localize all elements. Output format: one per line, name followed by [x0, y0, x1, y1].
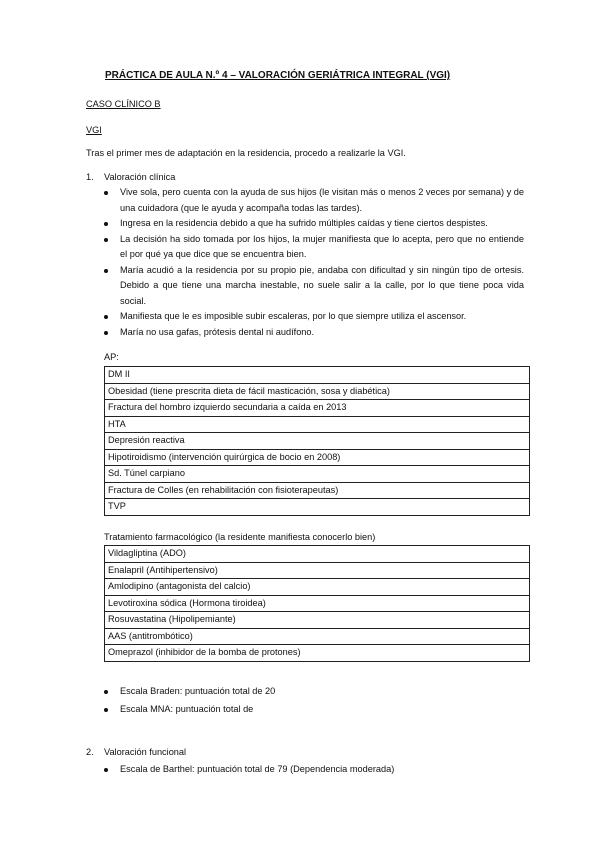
clinical-bullets — [104, 185, 524, 340]
ap-table — [104, 366, 530, 516]
table-cell: Sd. Túnel carpiano — [105, 466, 530, 483]
document-title: PRÁCTICA DE AULA N.º 4 – VALORACIÓN GERIÁTRICA INTEGRAL (VGI) — [105, 70, 451, 81]
table-cell: Rosuvastatina (Hipolipemiante) — [105, 612, 530, 629]
table-row — [105, 367, 530, 384]
list-item: Escala de Barthel: puntuación total de 79 (Dependencia moderada) — [104, 762, 524, 778]
section-1-number: 1. — [86, 172, 94, 182]
intro-paragraph: Tras el primer mes de adaptación en la residencia, procedo a realizarle la VGI. — [86, 148, 406, 158]
bullet-icon — [104, 690, 108, 694]
case-title: CASO CLÍNICO B — [86, 99, 161, 109]
table-row — [105, 595, 530, 612]
table-cell: HTA — [105, 416, 530, 433]
table-cell: Enalapril (Antihipertensivo) — [105, 562, 530, 579]
functional-bullets — [104, 762, 524, 778]
list-item: Vive sola, pero cuenta con la ayuda de sus hijos (le visitan más o menos 2 veces por semana) y de una cuidadora (que le ayuda y acompaña todas las tardes). — [104, 185, 524, 216]
scale-bullets — [104, 684, 524, 717]
bullet-icon — [104, 331, 108, 335]
table-row — [105, 546, 530, 563]
table-row — [105, 628, 530, 645]
treatment-table — [104, 545, 530, 662]
table-cell: Obesidad (tiene prescrita dieta de fácil masticación, sosa y diabética) — [105, 383, 530, 400]
table-row — [105, 645, 530, 662]
table-row — [105, 499, 530, 516]
table-cell: Hipotiroidismo (intervención quirúrgica de bocio en 2008) — [105, 449, 530, 466]
list-item: Escala MNA: puntuación total de — [104, 702, 524, 718]
bullet-icon — [104, 315, 108, 319]
table-row — [105, 562, 530, 579]
list-item: Ingresa en la residencia debido a que ha sufrido múltiples caídas y tiene ciertos despistes. — [104, 216, 524, 232]
bullet-icon — [104, 222, 108, 226]
table-row — [105, 449, 530, 466]
table-cell: Fractura del hombro izquierdo secundaria a caída en 2013 — [105, 400, 530, 417]
table-row — [105, 383, 530, 400]
table-cell: AAS (antitrombótico) — [105, 628, 530, 645]
bullet-icon — [104, 191, 108, 195]
table-cell: Amlodipino (antagonista del calcio) — [105, 579, 530, 596]
table-row — [105, 579, 530, 596]
section-2-number: 2. — [86, 747, 94, 757]
list-item: María acudió a la residencia por su propio pie, andaba con dificultad y sin ningún tipo de ortesis. Debido a que tiene una marcha inestable, no suele salir a la calle, por lo que tiene poca vida social. — [104, 263, 524, 310]
section-2-heading: Valoración funcional — [104, 747, 187, 757]
vgi-heading: VGI — [86, 125, 102, 135]
table-row — [105, 466, 530, 483]
table-cell: Omeprazol (inhibidor de la bomba de protones) — [105, 645, 530, 662]
list-item: Manifiesta que le es imposible subir escaleras, por lo que siempre utiliza el ascensor. — [104, 309, 524, 325]
list-item: María no usa gafas, prótesis dental ni audífono. — [104, 325, 524, 341]
treatment-label: Tratamiento farmacológico (la residente manifiesta conocerlo bien) — [104, 532, 376, 542]
bullet-icon — [104, 238, 108, 242]
table-row — [105, 416, 530, 433]
table-cell: Vildagliptina (ADO) — [105, 546, 530, 563]
table-cell: DM II — [105, 367, 530, 384]
section-1-heading: Valoración clínica — [104, 172, 176, 182]
table-cell: Levotiroxina sódica (Hormona tiroidea) — [105, 595, 530, 612]
bullet-icon — [104, 269, 108, 273]
list-item: La decisión ha sido tomada por los hijos, la mujer manifiesta que lo acepta, pero que no entiende el por qué ya que dice que se encuentra bien. — [104, 232, 524, 263]
ap-label: AP: — [104, 352, 119, 362]
table-row — [105, 482, 530, 499]
table-row — [105, 433, 530, 450]
bullet-icon — [104, 768, 108, 772]
table-row — [105, 612, 530, 629]
list-item: Escala Braden: puntuación total de 20 — [104, 684, 524, 700]
table-row — [105, 400, 530, 417]
table-cell: Fractura de Colles (en rehabilitación con fisioterapeutas) — [105, 482, 530, 499]
bullet-icon — [104, 708, 108, 712]
table-cell: Depresión reactiva — [105, 433, 530, 450]
table-cell: TVP — [105, 499, 530, 516]
